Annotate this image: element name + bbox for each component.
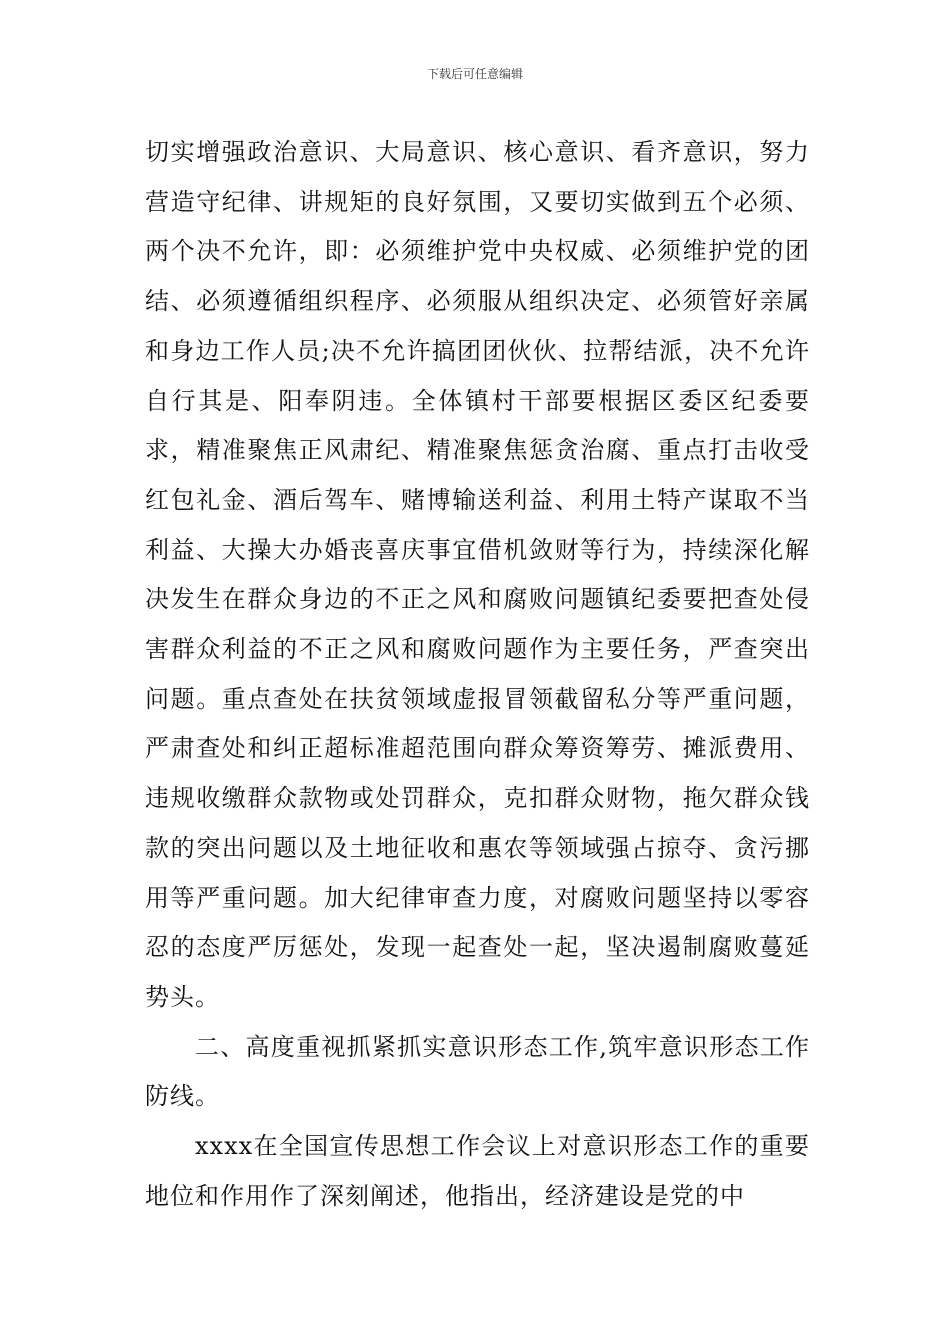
page-header-note: 下载后可任意编辑 [426, 67, 523, 81]
paragraph-ideology: xxxx在全国宣传思想工作会议上对意识形态工作的重要地位和作用作了深刻阐述，他指出，经济建设是党的中 [145, 1132, 810, 1210]
paragraph-discipline: 切实增强政治意识、大局意识、核心意识、看齐意识，努力营造守纪律、讲规矩的良好氛围，又要切实做到五个必须、两个决不允许，即：必须维护党中央权威、必须维护党的团结、必须遵循组织程序、必须服从组织决定、必须管好亲属和身边工作人员;决不允许搞团团伙伙、拉帮结派，决不允许自行其是、阳奉阴违。全体镇村干部要根据区委区纪委要求，精准聚焦正风肃纪、精准聚焦惩贪治腐、重点打击收受红包礼金、酒后驾车、赌博输送利益、利用土特产谋取不当利益、大操大办婚丧喜庆事宜借机敛财等行为，持续深化解决发生在群众身边的不正之风和腐败问题镇纪委要把查处侵害群众利益的不正之风和腐败问题作为主要任务，严查突出问题。重点查处在扶贫领域虚报冒领截留私分等严重问题，严肃查处和纠正超标准超范围向群众筹资筹劳、摊派费用、违规收缴群众款物或处罚群众，克扣群众财物，拖欠群众钱款的突出问题以及土地征收和惠农等领域强占掠夺、贪污挪用等严重问题。加大纪律审查力度，对腐败问题坚持以零容忍的态度严厉惩处，发现一起查处一起，坚决遏制腐败蔓延势头。 [145, 138, 810, 1011]
document-body [145, 128, 810, 1221]
section-heading-ideology: 二、高度重视抓紧抓实意识形态工作,筑牢意识形态工作防线。 [145, 1032, 810, 1111]
